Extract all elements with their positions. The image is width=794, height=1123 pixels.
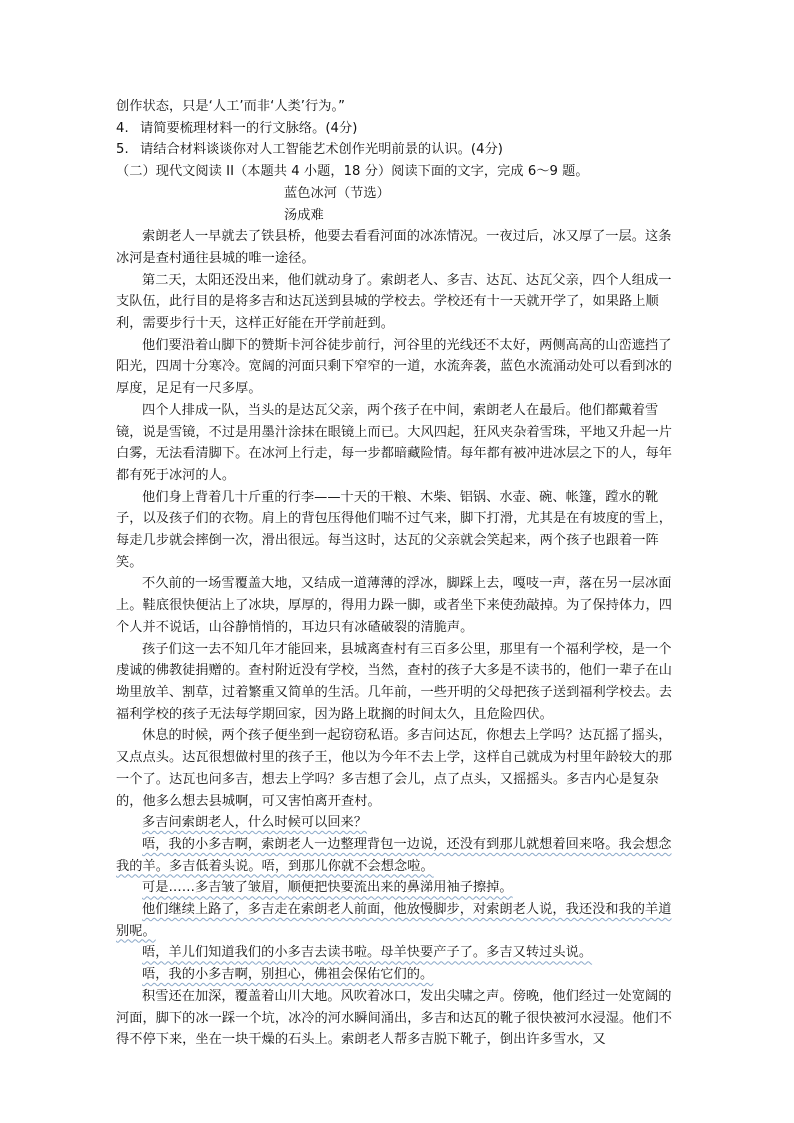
paragraph: 休息的时候，两个孩子便坐到一起窃窃私语。多吉问达瓦，你想去上学吗？达瓦摇了摇头，又点点头。达瓦很想做村里的孩子王，他以为今年不去上学，这样自己就成为村里年龄较大的那一个了。达瓦也问多吉，想去上学吗？多吉想了会儿，点了点头，又摇摇头。多吉内心是复杂的，他多么想去县城啊，可又害怕离开查村。 [116,728,672,809]
paragraph: 孩子们这一去不知几年才能回来，县城离查村有三百多公里，那里有一个福利学校，是一个虔诚的佛教徒捐赠的。查村附近没有学校，当然，查村的孩子大多是不读书的，他们一辈子在山坳里放羊、割草，过着繁重又简单的生活。几年前，一些开明的父母把孩子送到福利学校去。去福利学校的孩子无法每学期回家，因为路上耽搁的时间太久，且危险四伏。 [116,641,672,722]
question-text: 请简要梳理材料一的行文脉络。(4分) [140,120,358,136]
dialogue-text: 他们继续上路了，多吉走在索朗老人前面，他放慢脚步，对索朗老人说，我还没和我的羊道别呢。 [116,902,672,939]
document-body [116,96,682,1051]
question-4 [116,118,682,140]
dialogue-paragraph [116,877,682,899]
section-header: （二）现代文阅读 II（本题共 4 小题，18 分）阅读下面的文字，完成 6～9 题。 [116,164,589,180]
question-5 [116,139,682,161]
dialogue-paragraph [116,812,682,834]
paragraph: 他们要沿着山脚下的赞斯卡河谷徒步前行，河谷里的光线还不太好，两侧高高的山峦遮挡了阳光，四周十分寒冷。宽阔的河面只剩下窄窄的一道，水流奔袭，蓝色水流涌动处可以看到冰的厚度，足足有一尺多厚。 [116,337,672,397]
paragraph: 他们身上背着几十斤重的行李——十天的干粮、木柴、铝锅、水壶、碗、帐篷，蹚水的靴子，以及孩子们的衣物。肩上的背包压得他们喘不过气来，脚下打滑，尤其是在有坡度的雪上，每走几步就会摔倒一次，滑出很远。每当这时，达瓦的父亲就会笑起来，两个孩子也跟着一阵笑。 [116,489,672,570]
paragraph: 四个人排成一队，当头的是达瓦父亲，两个孩子在中间，索朗老人在最后。他们都戴着雪镜，说是雪镜，不过是用墨汁涂抹在眼镜上而已。大风四起，狂风夹杂着雪珠，平地又升起一片白雾，无法看清脚下。在冰河上行走，每一步都暗藏险情。每年都有被冲进冰层之下的人，每年都有死于冰河的人。 [116,402,672,483]
dialogue-text: 多吉问索朗老人，什么时候可以回来？ [142,815,368,831]
paragraph: 第二天，太阳还没出来，他们就动身了。索朗老人、多吉、达瓦、达瓦父亲，四个人组成一支队伍，此行目的是将多吉和达瓦送到县城的学校去。学校还有十一天就开学了，如果路上顺利，需要步行十天，这样正好能在开学前赶到。 [116,272,672,332]
dialogue-paragraph [116,942,682,964]
paragraph: 积雪还在加深，覆盖着山川大地。风吹着冰口，发出尖啸之声。傍晚，他们经过一处宽阔的河面，脚下的冰一踩一个坑，冰冷的河水瞬间涌出，多吉和达瓦的靴子很快被河水浸湿。他们不得不停下来，坐在一块干燥的石头上。索朗老人帮多吉脱下靴子，倒出许多雪水，又 [116,988,672,1048]
question-number: 4. [116,120,129,136]
paragraph: 索朗老人一早就去了铁县桥，他要去看看河面的冰冻情况。一夜过后，冰又厚了一层。这条冰河是查村通往县城的唯一途径。 [116,229,672,266]
dialogue-paragraph [116,899,682,942]
question-text: 请结合材料谈谈你对人工智能艺术创作光明前景的认识。(4分) [140,142,504,158]
question-number: 5. [116,142,129,158]
article-title: 蓝色冰河（节选） [284,185,390,201]
dialogue-paragraph [116,834,682,877]
dialogue-text: 可是……多吉皱了皱眉，顺便把快要流出来的鼻涕用袖子擦掉。 [142,880,513,896]
paragraph: 不久前的一场雪覆盖大地，又结成一道薄薄的浮冰，脚踩上去，嘎吱一声，落在另一层冰面上。鞋底很快便沾上了冰块，厚厚的，得用力跺一脚，或者坐下来使劲敲掉。为了保持体力，四个人并不说话，山谷静悄悄的，耳边只有冰碴破裂的清脆声。 [116,576,672,635]
dialogue-text: 唔，羊儿们知道我们的小多吉去读书啦。母羊快要产子了。多吉又转过头说。 [142,945,593,961]
dialogue-text: 唔，我的小多吉啊，别担心，佛祖会保佑它们的。 [142,967,434,983]
dialogue-text: 唔，我的小多吉啊，索朗老人一边整理背包一边说，还没有到那儿就想着回来咯。我会想念我的羊。多吉低着头说。唔，到那儿你就不会想念啦。 [116,836,672,874]
dialogue-paragraph [116,964,682,986]
article-author: 汤成难 [284,207,324,223]
previous-text-line: 创作状态，只是‘人工’而非‘人类’行为。” [116,99,346,114]
